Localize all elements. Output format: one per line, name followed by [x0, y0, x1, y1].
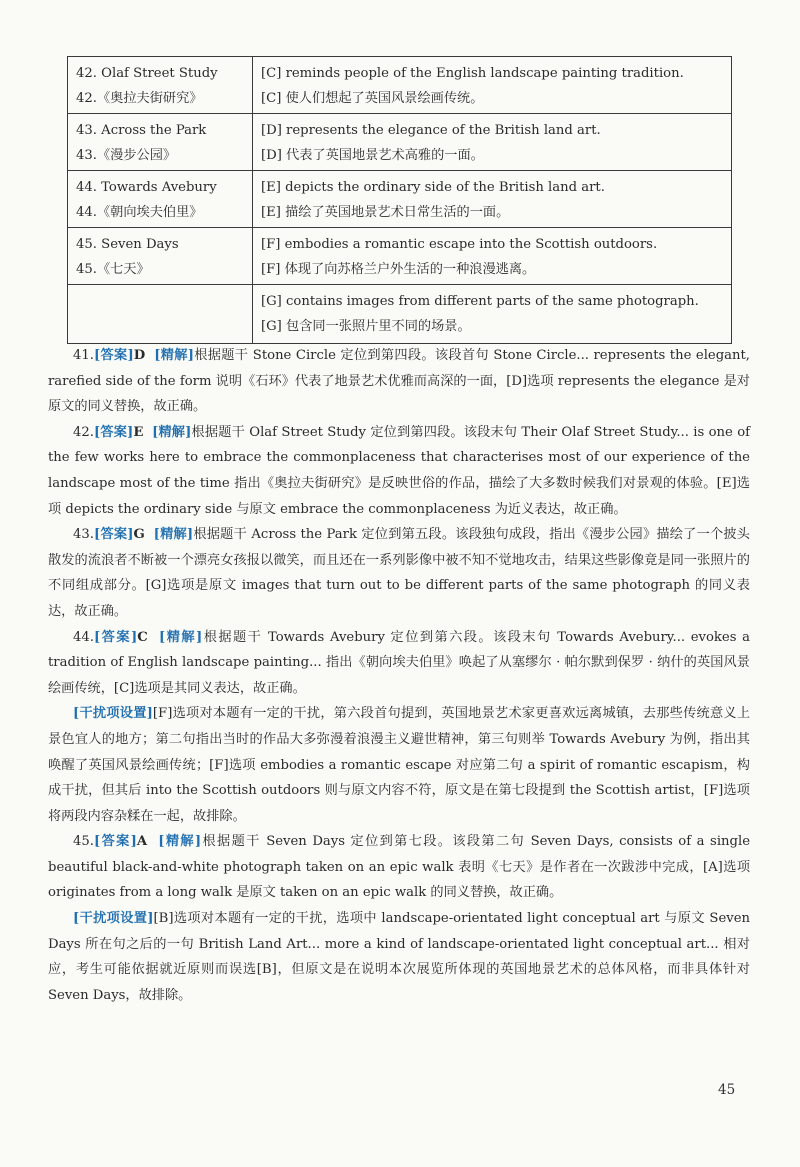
analysis-text: 根据题干 Across the Park 定位到第五段。该段独句成段，指出《漫步公园》描绘了一个披头散发的流浪者不断被一个漂亮女孩报以微笑，而且还在一系列影像中被不知不觉地攻击，结果这些影像竟是同一张照片的不同组成部分。[G]选项是原文 images that turn out to be different parts of the same photograph 的同义表达，故正确。: [48, 527, 750, 619]
answer-letter: D: [133, 348, 146, 363]
answer-tag: [答案]: [93, 527, 134, 543]
distractor-text: [F]选项对本题有一定的干扰，第六段首句提到，英国地景艺术家更喜欢远离城镇，去那些传统意义上景色宜人的地方；第二句指出当时的作品大多弥漫着浪漫主义避世精神，第三句则举 Towards Avebury 为例，指出其唤醒了英国风景绘画传统；[F]选项 embodies a romantic escape 对应第二句 a spirit of romantic escapism，构成干扰，但其后 into the Scottish outdoors 则与原文内容不符，原文是在第七段提到 the Scottish artist，[F]选项将两段内容杂糅在一起，故排除。: [48, 706, 751, 824]
analysis-text: 根据题干 Olaf Street Study 定位到第四段。该段末句 Their Olaf Street Study... is one of the few works here to embrace the commonplaceness that characterises most of our experience of the landscape most of the time 指出《奥拉夫街研究》是反映世俗的作品，描绘了大多数时候我们对景观的体验。[E]选项 depicts the ordinary side 与原文 embrace the commonplaceness 为近义表达，故正确。: [48, 424, 751, 517]
analysis-tag: [精解]: [152, 424, 192, 440]
analysis-tag: [精解]: [154, 348, 194, 363]
option-zh: [C] 使人们想起了英国风景绘画传统。: [261, 91, 484, 106]
answer-tag: [答案]: [93, 348, 134, 363]
answer-tag: [答案]: [93, 424, 134, 440]
question-number: 43.: [73, 527, 94, 543]
title-zh: 45.《七天》: [76, 262, 150, 277]
answer-letter: E: [133, 424, 144, 440]
option-en: [G] contains images from different parts of the same photograph.: [261, 294, 699, 309]
answer-letter: G: [133, 527, 145, 543]
title-en: 43. Across the Park: [76, 123, 207, 138]
distractor-tag: [干扰项设置]: [73, 706, 153, 722]
analysis-text: 根据题干 Seven Days 定位到第七段。该段第二句 Seven Days, consists of a single beautiful black-and-white photograph taken on an epic walk 表明《七天》是作者在一次跋涉中完成，[A]选项 originates from a long walk 是原文 taken on an epic walk 的同义替换，故正确。: [48, 834, 750, 901]
answer-letter: A: [136, 834, 148, 850]
analysis-tag: [精解]: [159, 629, 203, 645]
matching-table: [67, 56, 732, 344]
title-en: 44. Towards Avebury: [76, 180, 217, 195]
question-number: 41.: [73, 348, 94, 363]
title-en: 42. Olaf Street Study: [76, 66, 218, 81]
title-zh: 44.《朝向埃夫伯里》: [76, 205, 203, 220]
option-zh: [E] 描绘了英国地景艺术日常生活的一面。: [261, 205, 510, 220]
answer-explanations: [48, 343, 750, 1008]
question-number: 44.: [73, 629, 94, 645]
analysis-tag: [精解]: [153, 527, 194, 543]
title-en: 45. Seven Days: [76, 237, 179, 252]
option-en: [F] embodies a romantic escape into the Scottish outdoors.: [261, 237, 658, 252]
distractor-paragraph-44: [48, 701, 750, 829]
distractor-text: [B]选项对本题有一定的干扰，选项中 landscape-orientated light conceptual art 与原文 Seven Days 所在句之后的一句 British Land Art... more a kind of landscape-orientated light conceptual art... 相对应，考生可能依据就近原则而误选[B]，但原文是在说明本次展览所体现的英国地景艺术的总体风格，而非具体针对 Seven Days，故排除。: [48, 911, 750, 1003]
option-en: [E] depicts the ordinary side of the British land art.: [261, 180, 605, 195]
table-row: [68, 114, 732, 171]
option-cell: [253, 114, 732, 171]
option-en: [C] reminds people of the English landscape painting tradition.: [261, 66, 684, 81]
title-cell: [68, 57, 253, 114]
empty-title-cell: [68, 285, 253, 344]
analysis-text: 根据题干 Stone Circle 定位到第四段。该段首句 Stone Circle... represents the elegant, rarefied side of the form 说明《石环》代表了地景艺术优雅而高深的一面，[D]选项 represents the elegance 是对原文的同义替换，故正确。: [48, 348, 751, 415]
answer-paragraph-45: [48, 829, 750, 906]
title-cell: [68, 114, 253, 171]
option-cell: [253, 57, 732, 114]
answer-letter: C: [137, 629, 148, 645]
option-cell: [253, 171, 732, 228]
answer-paragraph-41: [48, 343, 750, 420]
answer-paragraph-44: [48, 625, 750, 702]
question-number: 45.: [73, 834, 94, 850]
option-zh: [D] 代表了英国地景艺术高雅的一面。: [261, 148, 484, 163]
title-cell: [68, 228, 253, 285]
option-zh: [F] 体现了向苏格兰户外生活的一种浪漫逃离。: [261, 262, 536, 277]
answer-tag: [答案]: [93, 834, 137, 850]
distractor-tag: [干扰项设置]: [73, 911, 154, 927]
option-cell: [253, 228, 732, 285]
answer-tag: [答案]: [93, 629, 138, 645]
title-zh: 42.《奥拉夫街研究》: [76, 91, 203, 106]
title-zh: 43.《漫步公园》: [76, 148, 177, 163]
title-cell: [68, 171, 253, 228]
table-row: [68, 171, 732, 228]
table-row: [68, 57, 732, 114]
option-zh: [G] 包含同一张照片里不同的场景。: [261, 319, 471, 334]
page-number: 45: [718, 1082, 736, 1098]
analysis-text: 根据题干 Towards Avebury 定位到第六段。该段末句 Towards Avebury... evokes a tradition of English landscape painting... 指出《朝向埃夫伯里》唤起了从塞缪尔 · 帕尔默到保罗 · 纳什的英国风景绘画传统，[C]选项是其同义表达，故正确。: [48, 629, 751, 696]
table-row: [68, 285, 732, 344]
question-number: 42.: [73, 424, 94, 440]
distractor-paragraph-45: [48, 906, 750, 1008]
option-en: [D] represents the elegance of the British land art.: [261, 123, 601, 138]
option-cell: [253, 285, 732, 344]
answer-paragraph-43: [48, 522, 750, 624]
analysis-tag: [精解]: [158, 834, 202, 850]
table-row: [68, 228, 732, 285]
answer-paragraph-42: [48, 420, 750, 522]
